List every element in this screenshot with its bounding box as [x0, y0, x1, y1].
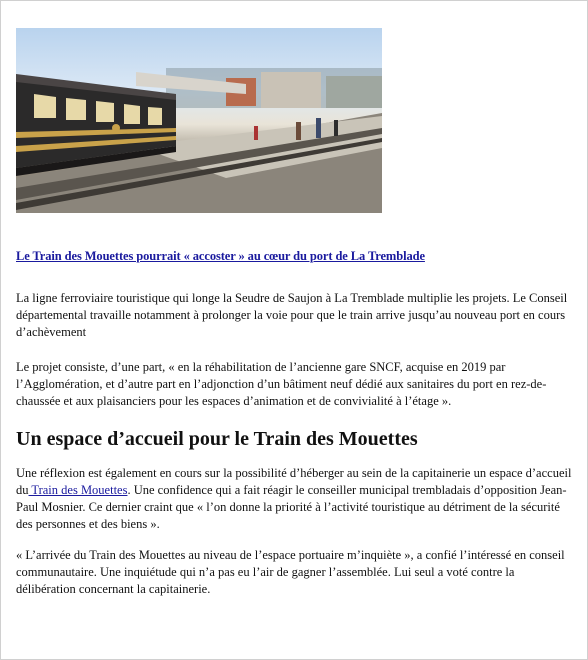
paragraph-intro: La ligne ferroviaire touristique qui longe la Seudre de Saujon à La Tremblade multiplie les projets. Le Conseil départemental travaille notamment à prolonger la voie pour que le train arrive jusqu’au nouveau port en cours d’achèvement [16, 291, 568, 339]
paragraph-reflection-end: . Une confidence qui a fait réagir le conseiller municipal trembladais d’opposition Jean-Paul Mosnier. Ce dernier craint que « l’on donne la priorité à l’activité touristique au détriment de la sécurité des personnes et des biens ». [16, 483, 567, 531]
train-illustration [16, 28, 382, 213]
section-heading: Un espace d’accueil pour le Train des Mouettes [16, 428, 418, 450]
paragraph-project: Le projet consiste, d’une part, « en la réhabilitation de l’ancienne gare SNCF, acquise en 2019 par l’Agglomération, et d’autre part en l’adjonction d’un bâtiment neuf dédié aux sanitaires du port en rez-de-chaussée et aux plaisanciers pour les espaces d’animation et de convivialité à l’étage ». [16, 360, 547, 408]
paragraph-reflection-start: Une réflexion est également en cours sur la possibilité d’héberger au sein de la capitainerie un espace d’accueil du [16, 466, 572, 497]
headline-link[interactable]: Le Train des Mouettes pourrait « accoster » au cœur du port de La Tremblade [16, 249, 425, 263]
paragraph-quote: « L’arrivée du Train des Mouettes au niveau de l’espace portuaire m’inquiète », a confié l’intéressé en conseil communautaire. Une inquiétude qui n’a pas eu l’air de gagner l’assemblée. Lui seul a voté contre la délibération concernant la capitainerie. [16, 548, 565, 596]
paragraph-reflection [16, 465, 572, 533]
article-image [16, 28, 382, 213]
article [16, 28, 572, 598]
train-des-mouettes-link[interactable]: Train des Mouettes [28, 483, 128, 497]
